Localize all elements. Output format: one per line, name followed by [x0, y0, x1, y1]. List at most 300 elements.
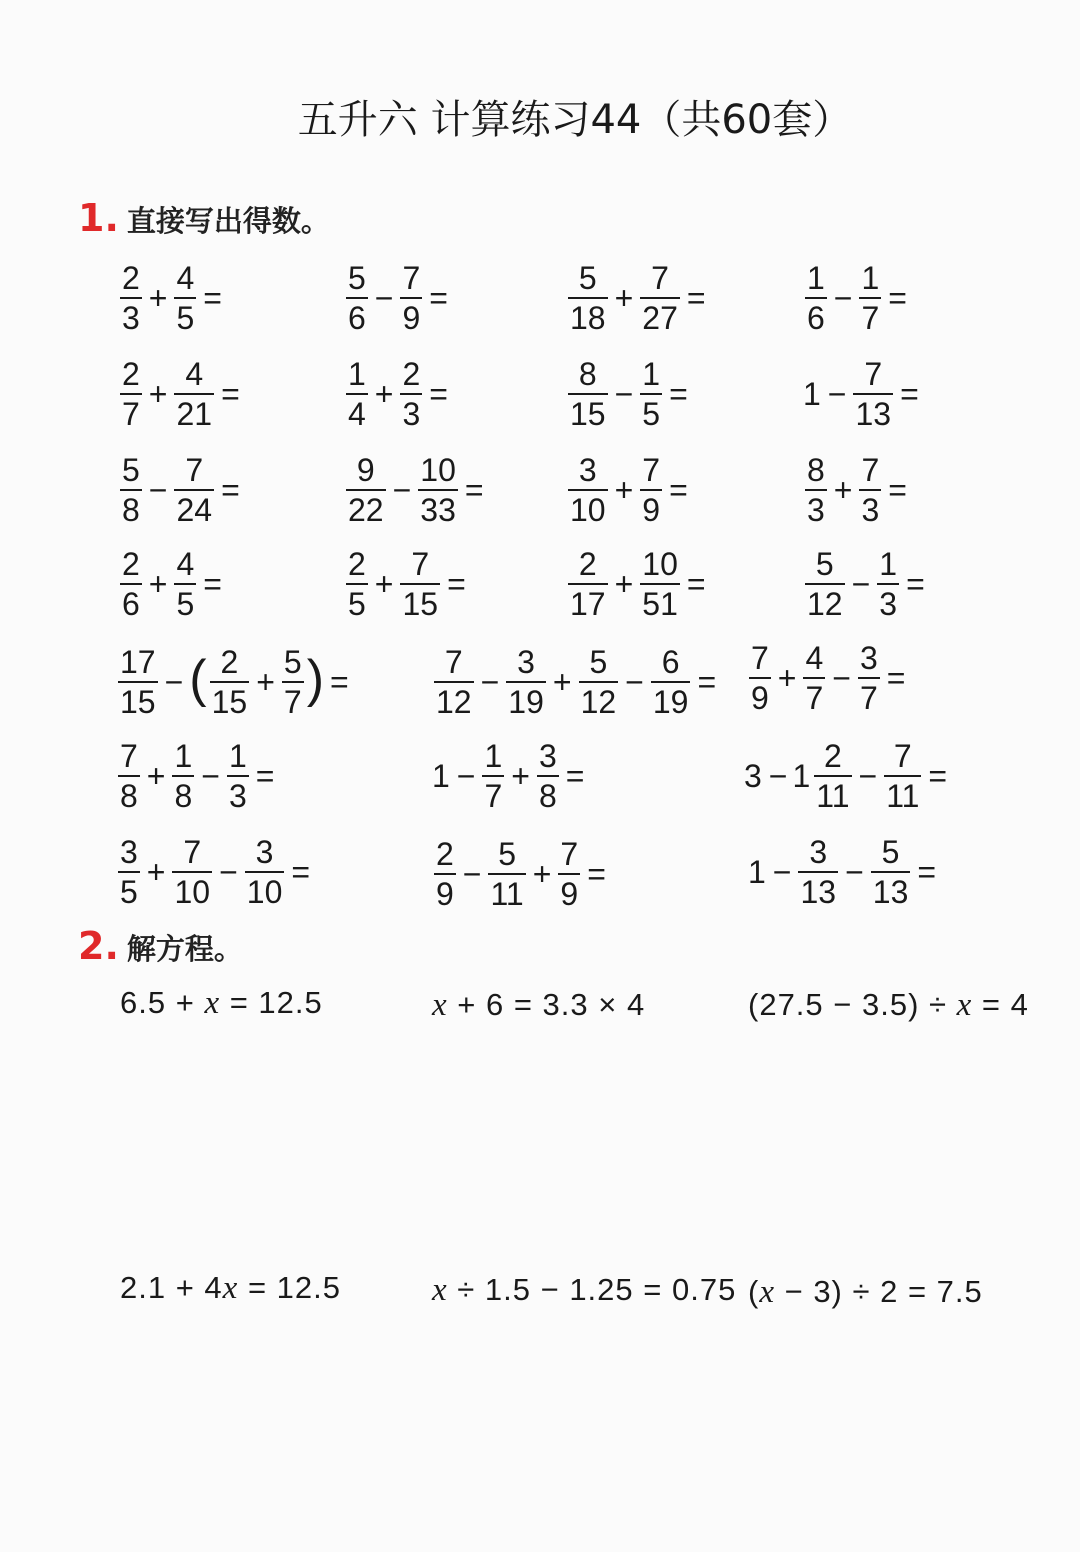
exercise [344, 454, 489, 526]
operator: = [587, 855, 606, 892]
variable-x: x [222, 1270, 239, 1306]
fraction [749, 642, 771, 714]
fraction-bar [798, 871, 838, 873]
fraction-bar [568, 583, 608, 585]
fraction [858, 642, 880, 714]
exercise [803, 454, 912, 526]
operator: − [456, 757, 476, 794]
fraction [859, 454, 881, 526]
equation [748, 987, 1029, 1024]
denominator: 11 [816, 778, 850, 814]
parenthesis: ( [189, 650, 207, 708]
operator: = [429, 375, 448, 412]
fraction [877, 548, 899, 620]
numerator: 5 [815, 546, 834, 582]
fraction [400, 358, 422, 430]
numerator: 2 [402, 356, 421, 392]
operator: + [146, 853, 166, 890]
denominator: 12 [580, 684, 617, 720]
operator: − [614, 375, 634, 412]
fraction-bar [227, 775, 249, 777]
numerator: 5 [283, 644, 302, 680]
denominator: 15 [211, 684, 248, 720]
variable-x: x [432, 1272, 448, 1308]
whole-number: 1 [748, 853, 766, 890]
equation-right: = 12.5 [238, 1270, 341, 1305]
operator: − [833, 279, 853, 316]
operator: + [146, 757, 166, 794]
denominator: 4 [348, 396, 366, 432]
fraction [400, 262, 422, 334]
fraction-bar [640, 393, 662, 395]
numerator: 1 [228, 738, 247, 774]
numerator: 9 [356, 452, 375, 488]
numerator: 3 [578, 452, 597, 488]
fraction-bar [640, 489, 662, 491]
fraction-bar [651, 681, 691, 683]
operator: + [374, 565, 394, 602]
denominator: 3 [402, 396, 421, 432]
operator: = [917, 853, 937, 890]
equation [432, 1272, 736, 1309]
fraction [798, 836, 838, 908]
exercise [803, 548, 930, 620]
operator: − [148, 471, 168, 508]
fraction [805, 454, 827, 526]
operator: − [845, 853, 864, 890]
operator: + [777, 659, 797, 696]
fraction-bar [418, 489, 458, 491]
equation-right: = 12.5 [220, 985, 323, 1020]
fraction-bar [640, 297, 680, 299]
numerator: 2 [122, 356, 140, 392]
fraction [488, 838, 525, 910]
denominator: 10 [174, 874, 211, 910]
operator: + [148, 279, 168, 316]
fraction-bar [400, 393, 422, 395]
fraction-bar [174, 489, 214, 491]
fraction-bar [579, 681, 619, 683]
variable-x: x [204, 985, 221, 1021]
denominator: 12 [807, 586, 843, 622]
fraction-bar [174, 393, 214, 395]
denominator: 5 [176, 300, 195, 336]
fraction-bar [174, 297, 196, 299]
numerator: 5 [578, 260, 597, 296]
denominator: 21 [176, 396, 213, 432]
operator: − [219, 853, 238, 890]
denominator: 6 [122, 586, 140, 622]
fraction [120, 262, 142, 334]
operator: = [565, 757, 585, 794]
denominator: 9 [436, 876, 454, 912]
numerator: 17 [120, 644, 156, 680]
equation-right: + 6 = 3.3 × 4 [447, 987, 646, 1022]
operator: + [532, 855, 552, 892]
numerator: 7 [120, 738, 138, 774]
fraction-bar [172, 775, 194, 777]
denominator: 9 [560, 876, 579, 912]
fraction [805, 262, 827, 334]
fraction-bar [482, 775, 504, 777]
fraction [568, 454, 608, 526]
exercise [344, 548, 471, 620]
exercise [116, 646, 354, 718]
numerator: 4 [805, 640, 824, 676]
exercise [116, 740, 279, 812]
exercise [744, 740, 952, 812]
fraction-bar [749, 677, 771, 679]
numerator: 8 [807, 452, 825, 488]
numerator: 2 [122, 546, 140, 582]
operator: − [772, 853, 792, 890]
variable-x: x [956, 987, 973, 1023]
operator: + [614, 279, 634, 316]
denominator: 15 [402, 586, 439, 622]
section-2-text: 解方程。 [126, 932, 243, 966]
exercise [118, 548, 227, 620]
numerator: 1 [348, 356, 366, 392]
fraction-bar [859, 489, 881, 491]
exercise [344, 358, 453, 430]
numerator: 7 [751, 640, 769, 676]
fraction-bar [118, 775, 140, 777]
fraction-bar [346, 297, 368, 299]
numerator: 8 [578, 356, 597, 392]
numerator: 1 [807, 260, 825, 296]
fraction [434, 646, 474, 718]
denominator: 19 [508, 684, 544, 720]
exercise [118, 262, 227, 334]
whole-number: 1 [792, 757, 811, 794]
denominator: 8 [174, 778, 193, 814]
numerator: 3 [517, 644, 535, 680]
denominator: 5 [348, 586, 366, 622]
numerator: 5 [881, 834, 900, 870]
numerator: 2 [823, 738, 842, 774]
fraction-bar [853, 393, 893, 395]
operator: + [511, 757, 530, 794]
denominator: 17 [570, 586, 606, 622]
fraction-bar [118, 871, 140, 873]
exercise [748, 836, 941, 908]
operator: = [928, 757, 948, 794]
fraction-bar [210, 681, 250, 683]
fraction [579, 646, 619, 718]
fraction-bar [172, 871, 212, 873]
denominator: 19 [652, 684, 689, 720]
operator: = [888, 471, 907, 508]
denominator: 15 [120, 684, 156, 720]
section-1-text: 直接写出得数。 [126, 204, 330, 238]
denominator: 9 [402, 300, 421, 336]
fraction-bar [558, 873, 580, 875]
equation-right: = 4 [972, 987, 1029, 1022]
fraction [640, 454, 662, 526]
numerator: 2 [122, 260, 140, 296]
fraction-bar [537, 775, 559, 777]
fraction [418, 454, 458, 526]
equation [120, 985, 323, 1022]
equation [748, 1274, 983, 1311]
fraction [346, 262, 368, 334]
fraction [120, 548, 142, 620]
fraction-bar [346, 583, 368, 585]
operator: = [697, 663, 717, 700]
numerator: 5 [348, 260, 366, 296]
operator: = [221, 471, 240, 508]
numerator: 6 [661, 644, 680, 680]
section-1-number: 1. [78, 196, 119, 240]
operator: − [858, 757, 878, 794]
denominator: 3 [122, 300, 140, 336]
denominator: 12 [436, 684, 472, 720]
operator: + [148, 565, 168, 602]
numerator: 7 [864, 356, 883, 392]
operator: + [256, 663, 275, 700]
fraction [174, 262, 196, 334]
fraction-bar [346, 393, 368, 395]
operator: = [221, 375, 240, 412]
fraction [227, 740, 249, 812]
numerator: 5 [589, 644, 608, 680]
fraction-bar [120, 489, 142, 491]
fraction [120, 454, 142, 526]
numerator: 7 [560, 836, 579, 872]
operator: = [686, 279, 706, 316]
fraction [568, 358, 608, 430]
numerator: 3 [809, 834, 828, 870]
page-title: 五升六 计算练习44（共60套） [297, 97, 853, 143]
equation-left: (27.5 − 3.5) ÷ [748, 987, 957, 1022]
fraction-bar [400, 583, 440, 585]
operator: = [203, 565, 222, 602]
numerator: 10 [420, 452, 456, 488]
denominator: 8 [120, 778, 138, 814]
operator: − [768, 757, 788, 794]
operator: = [330, 663, 349, 700]
denominator: 3 [228, 778, 247, 814]
numerator: 7 [185, 452, 204, 488]
numerator: 3 [538, 738, 557, 774]
fraction-bar [805, 583, 845, 585]
denominator: 6 [807, 300, 825, 336]
fraction-bar [803, 677, 825, 679]
operator: + [374, 375, 394, 412]
operator: = [669, 375, 688, 412]
exercise [803, 262, 912, 334]
numerator: 7 [183, 834, 202, 870]
section-2-number: 2. [78, 924, 119, 968]
denominator: 7 [861, 300, 880, 336]
equation [432, 987, 645, 1024]
fraction [282, 646, 304, 718]
fraction-bar [858, 677, 880, 679]
operator: − [625, 663, 644, 700]
equation-left: 6.5 + [120, 985, 205, 1020]
fraction-bar [640, 583, 680, 585]
fraction [568, 262, 608, 334]
operator: − [201, 757, 220, 794]
operator: = [255, 757, 275, 794]
numerator: 1 [174, 738, 193, 774]
fraction [640, 358, 662, 430]
fraction-bar [568, 489, 608, 491]
fraction-bar [434, 873, 456, 875]
exercise [344, 262, 453, 334]
equation-left: ( [748, 1274, 760, 1309]
operator: = [669, 471, 688, 508]
denominator: 13 [872, 874, 909, 910]
denominator: 5 [120, 874, 138, 910]
numerator: 3 [255, 834, 274, 870]
fraction-bar [884, 775, 921, 777]
fraction [118, 836, 140, 908]
fraction [346, 358, 368, 430]
denominator: 8 [122, 492, 140, 528]
fraction-bar [120, 583, 142, 585]
fraction-bar [488, 873, 525, 875]
operator: = [888, 279, 907, 316]
fraction-bar [568, 297, 608, 299]
operator: − [480, 663, 500, 700]
numerator: 7 [444, 644, 463, 680]
denominator: 3 [861, 492, 880, 528]
fraction-bar [400, 297, 422, 299]
fraction [884, 740, 921, 812]
whole-number: 1 [432, 757, 450, 794]
fraction [172, 836, 212, 908]
fraction-bar [245, 871, 285, 873]
whole-number: 3 [744, 757, 762, 794]
numerator: 3 [859, 640, 878, 676]
fraction [803, 642, 825, 714]
variable-x: x [759, 1274, 775, 1310]
denominator: 15 [570, 396, 606, 432]
fraction [805, 548, 845, 620]
operator: − [827, 375, 847, 412]
numerator: 5 [498, 836, 516, 872]
operator: = [291, 853, 311, 890]
numerator: 7 [651, 260, 669, 296]
fraction [434, 838, 456, 910]
exercise [566, 548, 711, 620]
fraction [482, 740, 504, 812]
numerator: 2 [578, 546, 597, 582]
fraction-bar [434, 681, 474, 683]
denominator: 5 [642, 396, 661, 432]
fraction [558, 838, 580, 910]
numerator: 7 [411, 546, 430, 582]
fraction [651, 646, 691, 718]
exercise [566, 454, 693, 526]
numerator: 7 [642, 452, 661, 488]
fraction-bar [805, 489, 827, 491]
denominator: 9 [751, 680, 769, 716]
fraction [640, 548, 680, 620]
operator: + [614, 565, 634, 602]
fraction-bar [346, 489, 386, 491]
equation-right: ÷ 1.5 − 1.25 = 0.75 [447, 1272, 737, 1307]
fraction-bar [871, 871, 911, 873]
operator: = [203, 279, 222, 316]
operator: = [686, 565, 706, 602]
whole-number: 1 [803, 375, 821, 412]
exercise [432, 646, 721, 718]
numerator: 2 [348, 546, 366, 582]
operator: + [833, 471, 853, 508]
denominator: 27 [642, 300, 678, 336]
numerator: 10 [642, 546, 678, 582]
denominator: 7 [122, 396, 140, 432]
denominator: 9 [642, 492, 661, 528]
operator: − [462, 855, 482, 892]
fraction-bar [282, 681, 304, 683]
denominator: 33 [420, 492, 456, 528]
operator: = [447, 565, 466, 602]
fraction [346, 548, 368, 620]
fraction [174, 548, 196, 620]
operator: − [164, 663, 184, 700]
fraction-bar [805, 297, 827, 299]
parenthesis: ) [306, 650, 325, 708]
operator: = [429, 279, 448, 316]
denominator: 13 [800, 874, 837, 910]
numerator: 1 [484, 738, 503, 774]
numerator: 2 [220, 644, 239, 680]
operator: + [614, 471, 634, 508]
numerator: 1 [861, 260, 880, 296]
equation-left: 2.1 + 4 [120, 1270, 223, 1305]
numerator: 7 [893, 738, 912, 774]
fraction-bar [877, 583, 899, 585]
operator: − [851, 565, 871, 602]
denominator: 7 [859, 680, 878, 716]
fraction [172, 740, 194, 812]
exercise [432, 838, 611, 910]
fraction [245, 836, 285, 908]
equation-right: − 3) ÷ 2 = 7.5 [774, 1274, 983, 1309]
denominator: 13 [855, 396, 892, 432]
denominator: 51 [642, 586, 678, 622]
denominator: 22 [348, 492, 384, 528]
fraction [174, 454, 214, 526]
denominator: 5 [176, 586, 195, 622]
exercise [566, 262, 711, 334]
denominator: 3 [879, 586, 898, 622]
fraction-bar [120, 393, 142, 395]
operator: = [886, 659, 906, 696]
fraction [853, 358, 893, 430]
fraction [640, 262, 680, 334]
fraction [814, 740, 851, 812]
fraction-bar [120, 297, 142, 299]
section-2-heading [78, 924, 243, 968]
numerator: 4 [176, 260, 195, 296]
numerator: 1 [879, 546, 898, 582]
denominator: 7 [283, 684, 302, 720]
fraction [400, 548, 440, 620]
operator: + [552, 663, 572, 700]
denominator: 8 [538, 778, 557, 814]
exercise [116, 836, 315, 908]
fraction-bar [506, 681, 546, 683]
denominator: 24 [176, 492, 213, 528]
denominator: 11 [490, 876, 524, 912]
exercise [118, 454, 245, 526]
exercise [432, 740, 589, 812]
denominator: 11 [886, 778, 920, 814]
